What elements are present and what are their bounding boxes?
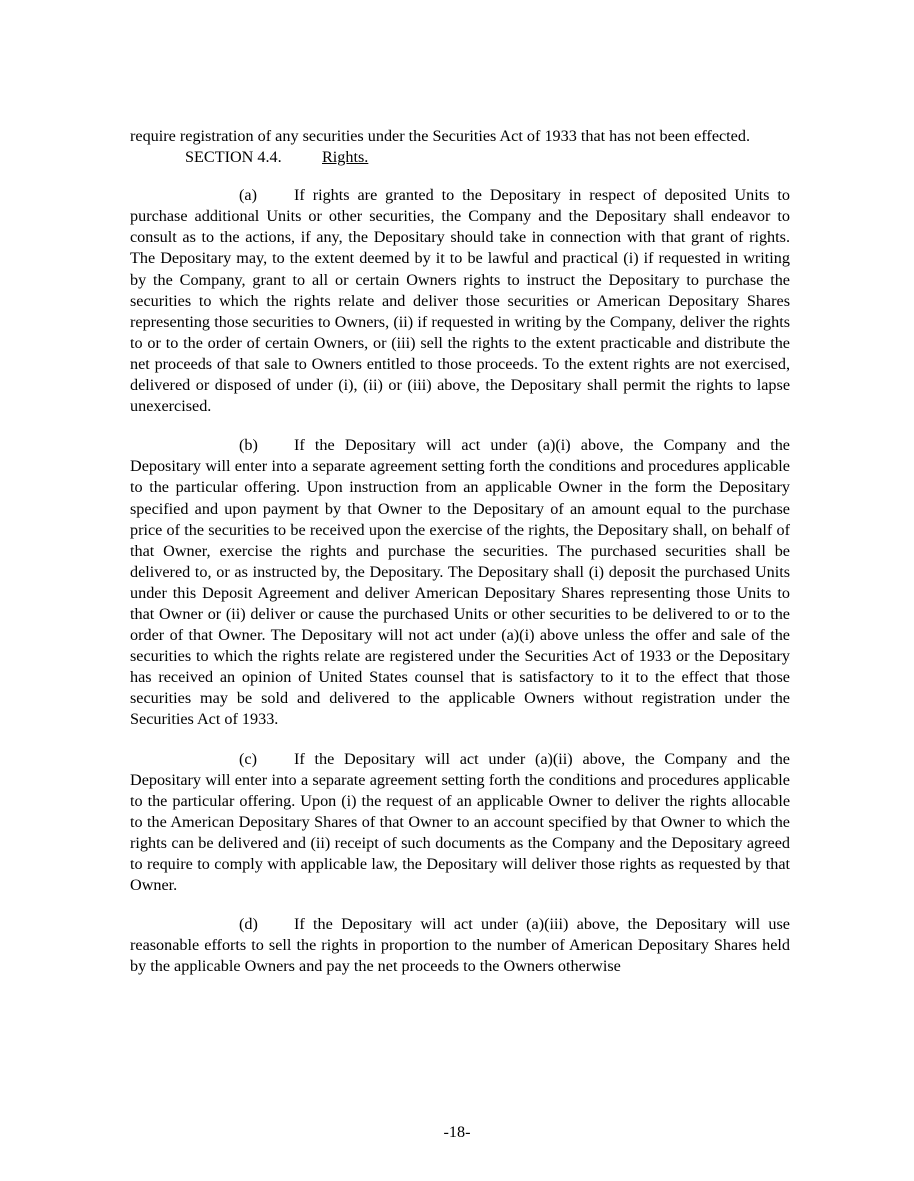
- paragraph-c: [130, 749, 790, 897]
- paragraph-label: (b): [239, 436, 258, 455]
- paragraph-d: [130, 914, 790, 977]
- section-number: SECTION 4.4.: [185, 148, 282, 167]
- paragraph-a: [130, 185, 790, 417]
- document-page: [130, 126, 790, 977]
- paragraph-b: [130, 435, 790, 730]
- section-heading: [130, 147, 790, 168]
- paragraph-text: If the Depositary will act under (a)(ii) above, the Company and the Depositary will enter into a separate agreement setting forth the conditions and procedures applicable to the particular offering. Upon (i) the request of an applicable Owner to deliver the rights allocable to the American Depositary Shares of that Owner to an account specified by that Owner to which the rights can be delivered and (ii) receipt of such documents as the Company and the Depositary agreed to require to comply with applicable law, the Depositary will deliver those rights as requested by that Owner.: [130, 749, 790, 895]
- paragraph-text: If the Depositary will act under (a)(i) above, the Company and the Depositary will enter into a separate agreement setting forth the conditions and procedures applicable to the particular offering. Upon instruction from an applicable Owner in the form the Depositary specified and upon payment by that Owner to the Depositary of an amount equal to the purchase price of the securities to be received upon the exercise of the rights, the Depositary shall, on behalf of that Owner, exercise the rights and purchase the securities. The purchased securities shall be delivered to, or as instructed by, the Depositary. The Depositary shall (i) deposit the purchased Units under this Deposit Agreement and deliver American Depositary Shares representing those Units to that Owner or (ii) deliver or cause the purchased Units or other securities to be delivered to or to the order of that Owner. The Depositary will not act under (a)(i) above unless the offer and sale of the securities to which the rights relate are registered under the Securities Act of 1933 or the Depositary has received an opinion of United States counsel that is satisfactory to it to the effect that those securities may be sold and delivered to the applicable Owners without registration under the Securities Act of 1933.: [130, 436, 790, 729]
- paragraph-label: (d): [239, 915, 258, 934]
- page-number: -18-: [443, 1123, 471, 1141]
- continuation-paragraph: require registration of any securities under the Securities Act of 1933 that has not been effected.: [130, 127, 751, 145]
- section-title: Rights.: [322, 148, 369, 167]
- paragraph-text: If the Depositary will act under (a)(iii) above, the Depositary will use reasonable efforts to sell the rights in proportion to the number of American Depositary Shares held by the applicable Owners and pay the net proceeds to the Owners otherwise: [130, 915, 790, 976]
- paragraph-label: (c): [239, 749, 257, 768]
- paragraph-text: If rights are granted to the Depositary in respect of deposited Units to purchase additional Units or other securities, the Company and the Depositary shall endeavor to consult as to the actions, if any, the Depositary should take in connection with that grant of rights. The Depositary may, to the extent deemed by it to be lawful and practical (i) if requested in writing by the Company, grant to all or certain Owners rights to instruct the Depositary to purchase the securities to which the rights relate and deliver those securities or American Depositary Shares representing those securities to Owners, (ii) if requested in writing by the Company, deliver the rights to or to the order of certain Owners, or (iii) sell the rights to the extent practicable and distribute the net proceeds of that sale to Owners entitled to those proceeds. To the extent rights are not exercised, delivered or disposed of under (i), (ii) or (iii) above, the Depositary shall permit the rights to lapse unexercised.: [130, 186, 790, 416]
- paragraph-label: (a): [239, 186, 257, 205]
